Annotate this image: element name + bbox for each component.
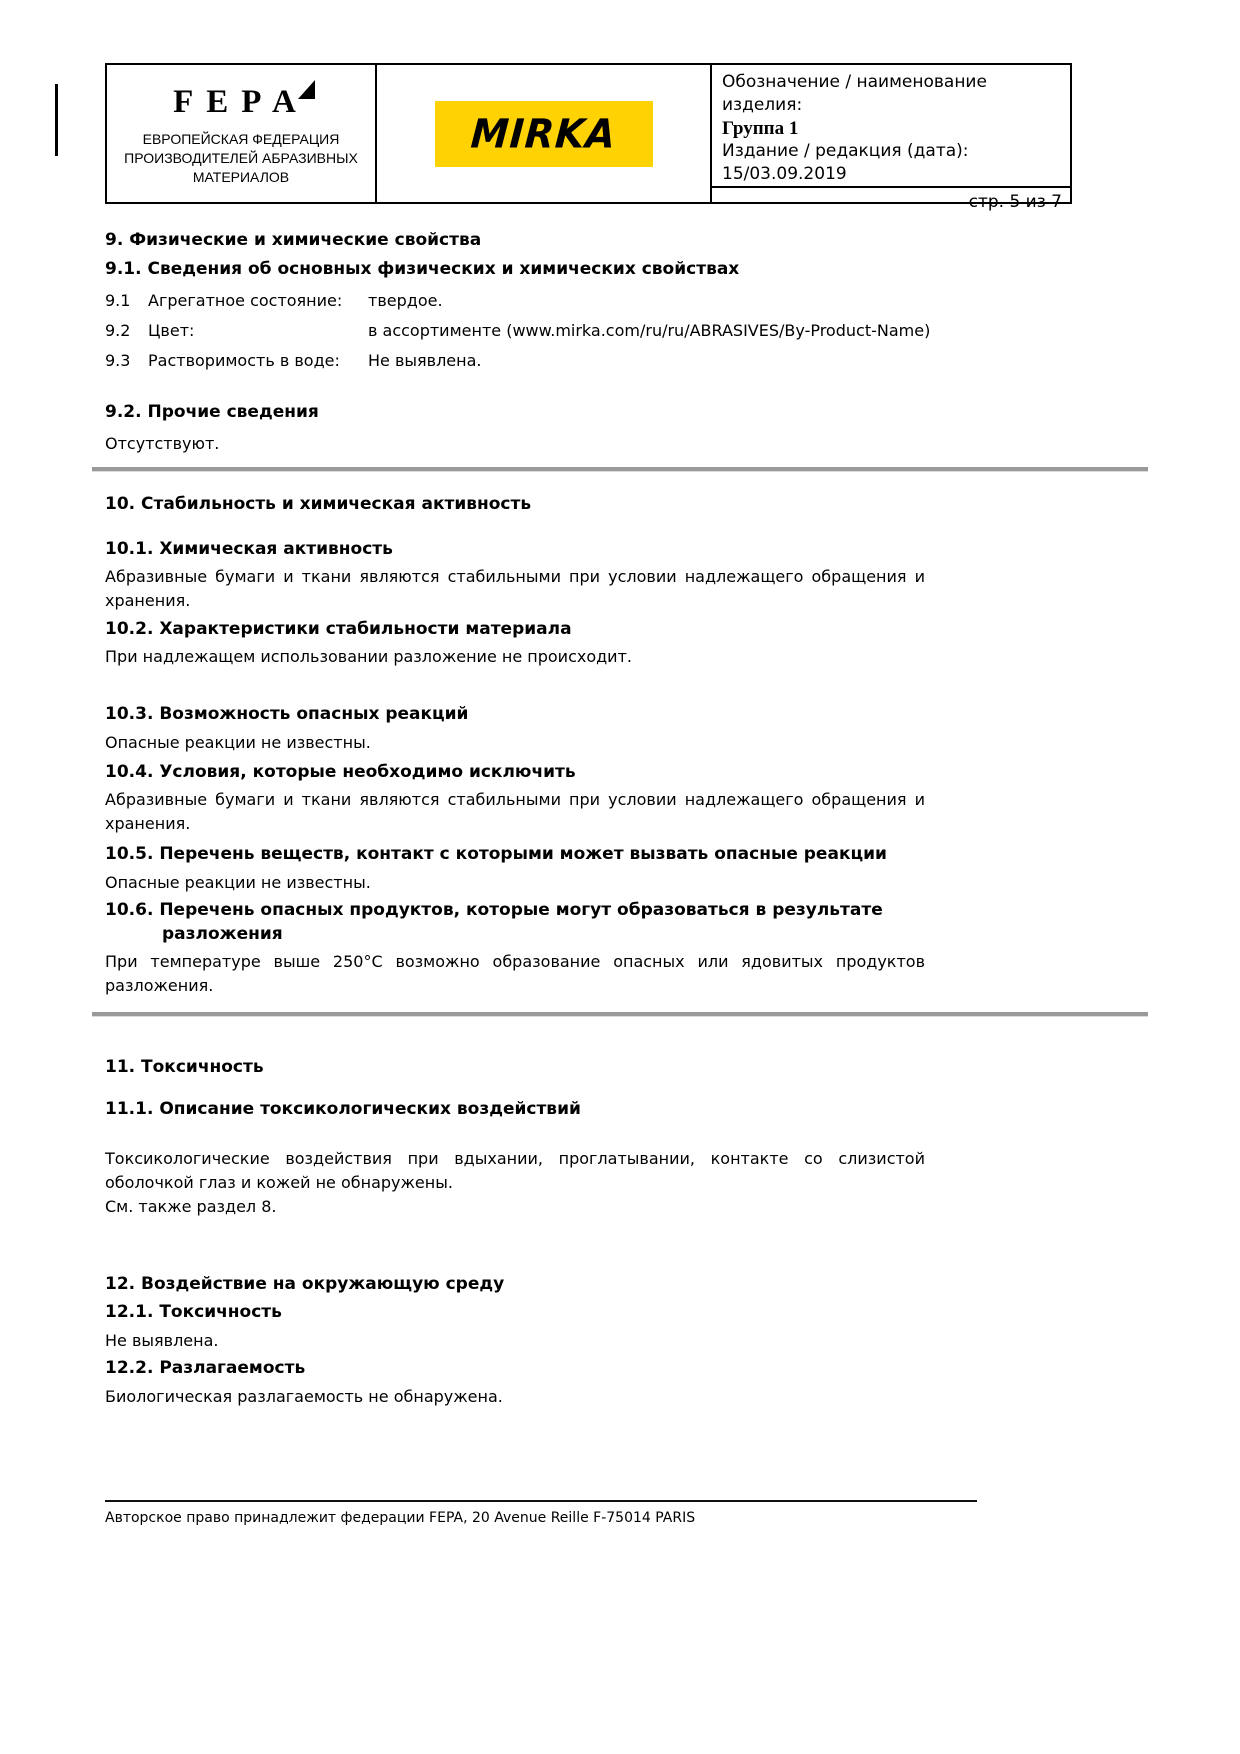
fepa-org-line: ПРОИЗВОДИТЕЛЕЙ АБРАЗИВНЫХ bbox=[124, 150, 358, 166]
section-12-title: 12. Воздействие на окружающую среду bbox=[105, 1274, 505, 1294]
section-11-1-title: 11.1. Описание токсикологических воздействий bbox=[105, 1099, 581, 1119]
section-9-1-title: 9.1. Сведения об основных физических и химических свойствах bbox=[105, 259, 740, 279]
section-10-5-text: Опасные реакции не известны. bbox=[105, 873, 371, 892]
property-row bbox=[105, 319, 1148, 343]
section-10-3-text: Опасные реакции не известны. bbox=[105, 733, 371, 752]
section-12-1-text: Не выявлена. bbox=[105, 1331, 219, 1350]
designation-label: Обозначение / наименование изделия: bbox=[722, 72, 987, 115]
edition-value: 15/03.09.2019 bbox=[722, 164, 847, 184]
fepa-triangle-icon bbox=[298, 80, 315, 99]
document-footer bbox=[105, 1500, 977, 1527]
section-10-title: 10. Стабильность и химическая активность bbox=[105, 494, 532, 514]
product-info-block bbox=[712, 65, 1070, 212]
property-row bbox=[105, 349, 1148, 373]
section-divider bbox=[92, 1012, 1148, 1017]
section-10-6-title: 10.6. Перечень опасных продуктов, которые могут образоваться в результате разложения bbox=[105, 900, 883, 944]
copyright-text: Авторское право принадлежит федерации FEPA, 20 Avenue Reille F-75014 PARIS bbox=[105, 1510, 696, 1526]
section-12-1-title: 12.1. Токсичность bbox=[105, 1302, 282, 1322]
fepa-logo-text: FEPA bbox=[173, 84, 309, 120]
fepa-logo-block bbox=[107, 65, 377, 202]
property-number: 9.3 bbox=[105, 351, 131, 370]
property-label: Цвет: bbox=[148, 321, 195, 340]
property-value: в ассортименте (www.mirka.com/ru/ru/ABRASIVES/By-Product-Name) bbox=[368, 321, 931, 340]
section-10-4-title: 10.4. Условия, которые необходимо исключить bbox=[105, 762, 576, 782]
property-row bbox=[105, 289, 1148, 313]
section-11-title: 11. Токсичность bbox=[105, 1057, 264, 1077]
product-info bbox=[712, 65, 1070, 186]
section-10-1-text: Абразивные бумаги и ткани являются стабильными при условии надлежащего обращения и хранения. bbox=[105, 567, 925, 610]
section-divider bbox=[92, 467, 1148, 472]
section-10-1-title: 10.1. Химическая активность bbox=[105, 539, 393, 559]
property-label: Агрегатное состояние: bbox=[148, 291, 343, 310]
property-number: 9.1 bbox=[105, 291, 131, 310]
section-11-see-also: См. также раздел 8. bbox=[105, 1197, 277, 1216]
section-11-1-text: Токсикологические воздействия при вдыхании, проглатывании, контакте со слизистой оболочкой глаз и кожей не обнаружены. bbox=[105, 1149, 925, 1192]
mirka-logo-block bbox=[377, 65, 712, 202]
section-10-4-text: Абразивные бумаги и ткани являются стабильными при условии надлежащего обращения и хранения. bbox=[105, 790, 925, 833]
section-12-2-text: Биологическая разлагаемость не обнаружена. bbox=[105, 1387, 503, 1406]
fepa-logo bbox=[173, 84, 309, 120]
page-number: стр. 5 из 7 bbox=[712, 186, 1070, 218]
section-10-2-title: 10.2. Характеристики стабильности материала bbox=[105, 619, 572, 639]
section-10-2-text: При надлежащем использовании разложение не происходит. bbox=[105, 647, 632, 666]
edition-label: Издание / редакция (дата): bbox=[722, 141, 969, 161]
property-number: 9.2 bbox=[105, 321, 131, 340]
designation-value: Группа 1 bbox=[722, 118, 799, 139]
document-header bbox=[105, 63, 1072, 212]
fepa-org-line: ЕВРОПЕЙСКАЯ ФЕДЕРАЦИЯ bbox=[142, 131, 340, 147]
revision-change-bar bbox=[55, 84, 58, 156]
section-10-6-text: При температуре выше 250°C возможно образование опасных или ядовитых продуктов разложения. bbox=[105, 952, 925, 995]
section-10-3-title: 10.3. Возможность опасных реакций bbox=[105, 704, 469, 724]
physical-properties-list bbox=[105, 289, 1148, 373]
section-9-title: 9. Физические и химические свойства bbox=[105, 230, 482, 250]
property-value: твердое. bbox=[368, 291, 443, 310]
fepa-org-line: МАТЕРИАЛОВ bbox=[192, 169, 290, 185]
document-body bbox=[105, 228, 1148, 1409]
section-9-2-text: Отсутствуют. bbox=[105, 434, 220, 453]
mirka-logo-text: MIRKA bbox=[469, 110, 618, 157]
section-9-2-title: 9.2. Прочие сведения bbox=[105, 402, 319, 422]
property-label: Растворимость в воде: bbox=[148, 351, 340, 370]
mirka-logo bbox=[435, 101, 653, 167]
section-12-2-title: 12.2. Разлагаемость bbox=[105, 1358, 306, 1378]
section-10-5-title: 10.5. Перечень веществ, контакт с которыми может вызвать опасные реакции bbox=[105, 844, 887, 864]
fepa-organization-name bbox=[124, 130, 358, 187]
property-value: Не выявлена. bbox=[368, 351, 482, 370]
